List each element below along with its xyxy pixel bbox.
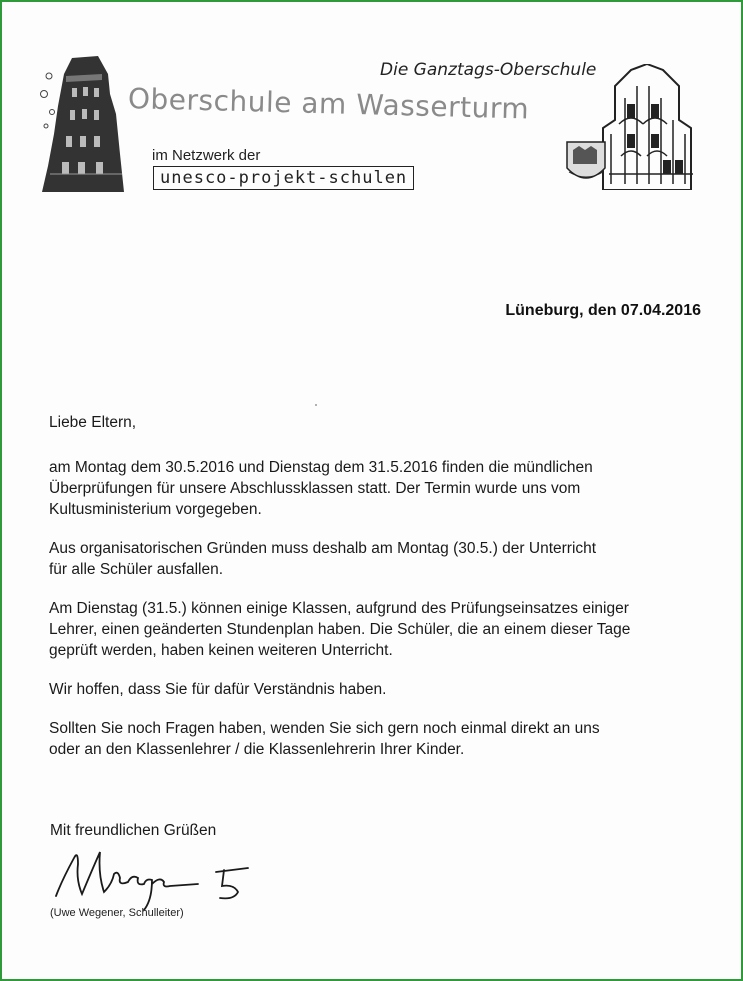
paragraph: Sollten Sie noch Fragen haben, wenden Sie sich gern noch einmal direkt an uns oder an den Klassenlehrer / die Klassenlehrerin Ihrer Kinder. bbox=[49, 720, 600, 758]
water-tower-logo bbox=[36, 54, 126, 192]
school-name: Oberschule am Wasserturm bbox=[127, 82, 530, 126]
salutation: Liebe Eltern, bbox=[49, 414, 137, 431]
network-name: unesco-projekt-schulen bbox=[153, 166, 414, 190]
paragraph: Aus organisatorischen Gründen muss deshalb am Montag (30.5.) der Unterricht für alle Schüler ausfallen. bbox=[49, 540, 597, 578]
paragraph: am Montag dem 30.5.2016 und Dienstag dem 31.5.2016 finden die mündlichen Überprüfungen für unsere Abschlussklassen statt. Der Termin wurde uns vom Kultusministerium vorgegeben. bbox=[49, 459, 593, 518]
date-line: Lüneburg, den 07.04.2016 bbox=[505, 302, 701, 319]
signer-name: (Uwe Wegener, Schulleiter) bbox=[50, 907, 184, 919]
church-facade-logo bbox=[565, 64, 715, 190]
paragraph: Wir hoffen, dass Sie für dafür Verständnis haben. bbox=[49, 681, 387, 698]
network-label: im Netzwerk der bbox=[152, 147, 261, 164]
paragraph: Am Dienstag (31.5.) können einige Klassen, aufgrund des Prüfungseinsatzes einiger Lehrer, einen geänderten Stundenplan haben. Die Schüler, die an einem dieser Tage geprüft werden, haben keinen weiteren Unterricht. bbox=[49, 600, 631, 659]
closing: Mit freundlichen Grüßen bbox=[50, 822, 217, 839]
letter-body bbox=[49, 412, 709, 778]
school-tagline: Die Ganztags-Oberschule bbox=[380, 60, 597, 80]
handwritten-signature bbox=[48, 840, 258, 912]
scan-speck bbox=[315, 404, 317, 406]
